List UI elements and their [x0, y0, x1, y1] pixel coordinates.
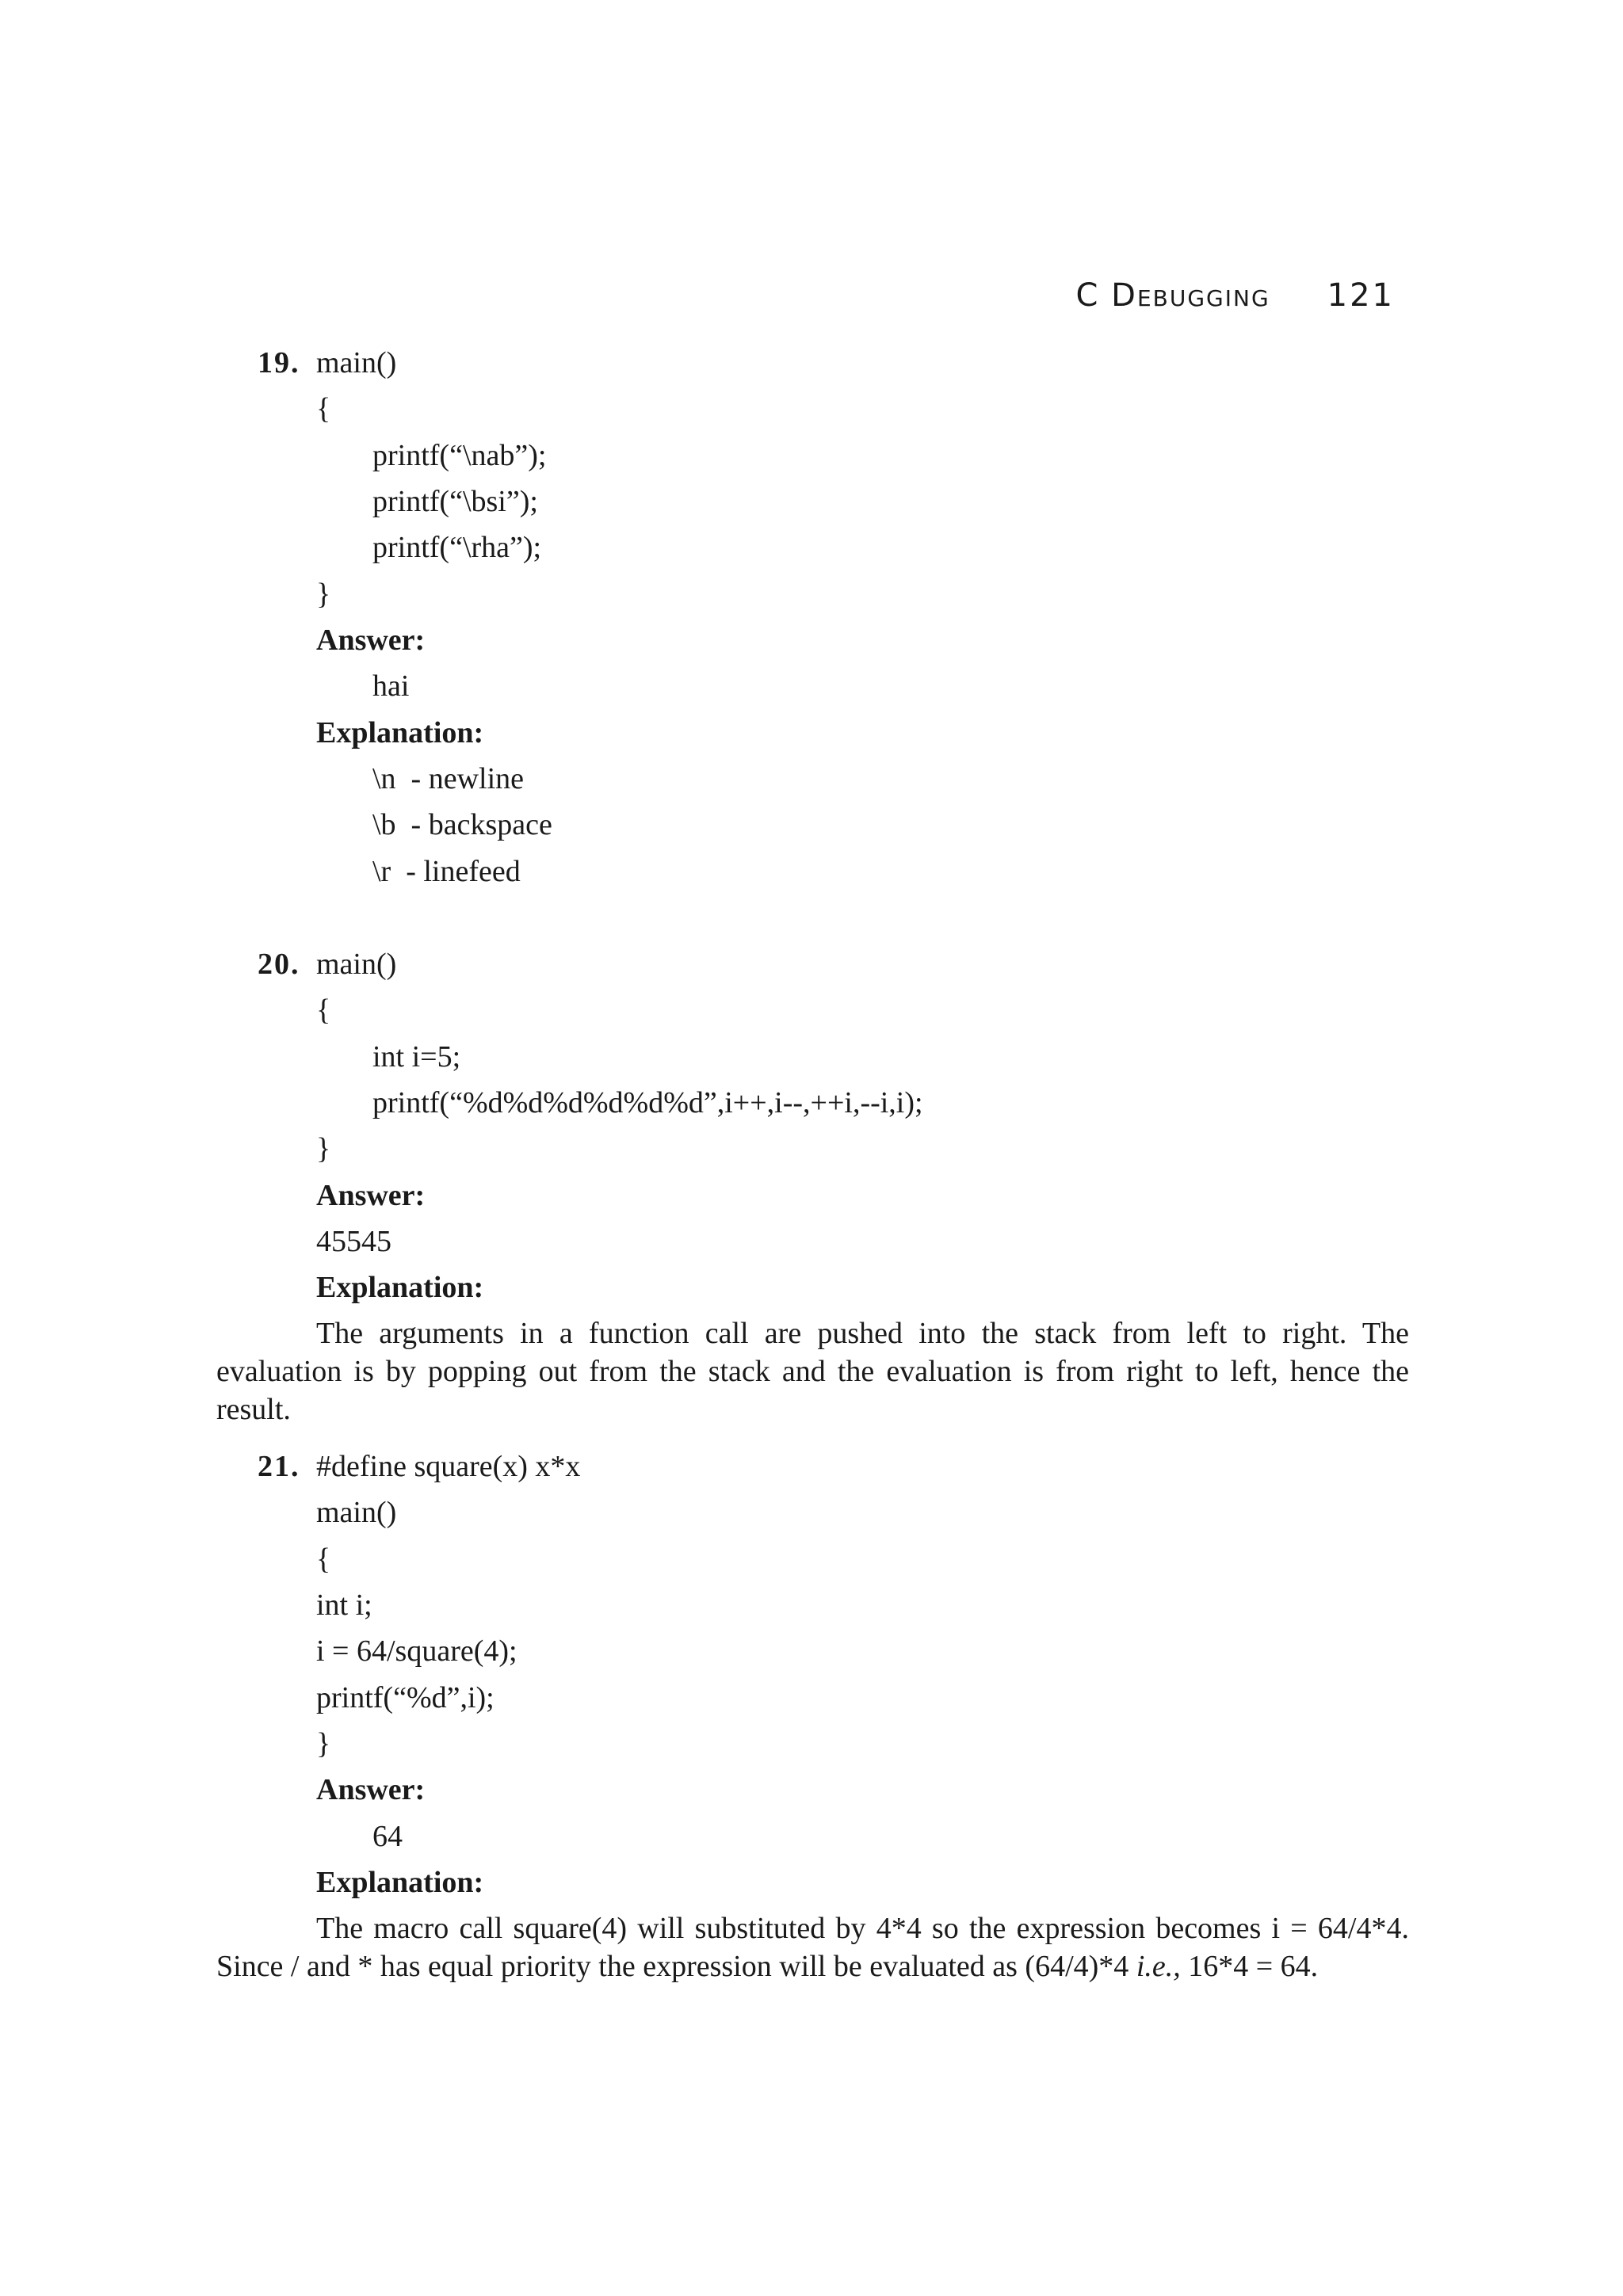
q21-answer: 64	[372, 1820, 403, 1853]
q21-explanation-ie: i.e.,	[1136, 1950, 1181, 1983]
q19-explanation-item: \r - linefeed	[372, 855, 521, 888]
q19-answer-label: Answer:	[316, 624, 426, 657]
q20-open-brace: {	[316, 994, 331, 1027]
q21-close-brace: }	[316, 1727, 331, 1760]
q21-code-line: int i;	[316, 1589, 372, 1622]
q21-code-line: printf(“%d”,i);	[316, 1681, 495, 1714]
q21-explanation-text: The macro call square(4) will substituted by 4*4 so the expression becomes i = 64/4*4.	[316, 1912, 1409, 1945]
q21-answer-label: Answer:	[316, 1773, 426, 1806]
q20-explanation-label: Explanation:	[316, 1271, 484, 1304]
q21-open-brace: {	[316, 1543, 331, 1576]
running-title: C Debugging	[1075, 277, 1270, 314]
q21-code-line: i = 64/square(4);	[316, 1634, 517, 1668]
q19-explanation-item: \b - backspace	[372, 808, 552, 841]
question-number-20: 20.	[258, 948, 300, 981]
q20-answer: 45545	[316, 1225, 391, 1258]
q21-explanation-text: 16*4 = 64.	[1180, 1950, 1319, 1983]
page-number: 121	[1327, 277, 1395, 314]
q21-explanation-label: Explanation:	[316, 1866, 484, 1899]
q19-code-line: printf(“\rha”);	[372, 531, 542, 564]
q21-code-line: #define square(x) x*x	[316, 1450, 581, 1483]
q21-explanation-text: Since / and * has equal priority the expression will be evaluated as (64/4)*4	[216, 1950, 1136, 1983]
q19-explanation-item: \n - newline	[372, 762, 525, 795]
q19-code-line: main()	[316, 346, 397, 379]
q21-code-line: main()	[316, 1496, 397, 1529]
q20-answer-label: Answer:	[316, 1179, 426, 1212]
q19-code-line: printf(“\bsi”);	[372, 485, 538, 518]
q20-explanation-text: The arguments in a function call are pushed into the stack from left to right. The evaluation	[216, 1317, 1409, 1388]
q20-code-line: main()	[316, 948, 397, 981]
page-header	[1076, 277, 1396, 314]
q20-explanation-text: is by popping out from the stack and the evaluation is from right to left, hence the result.	[216, 1355, 1410, 1426]
question-number-19: 19.	[258, 346, 300, 379]
q19-open-brace: {	[316, 392, 331, 425]
q19-answer: hai	[372, 669, 410, 703]
q20-close-brace: }	[316, 1132, 331, 1165]
q21-explanation-paragraph	[216, 1909, 1409, 1985]
q19-code-line: printf(“\nab”);	[372, 439, 547, 472]
q20-code-line: int i=5;	[372, 1040, 461, 1074]
q19-explanation-label: Explanation:	[316, 716, 484, 749]
q20-explanation-paragraph	[216, 1314, 1409, 1428]
q20-code-line: printf(“%d%d%d%d%d%d”,i++,i--,++i,--i,i);	[372, 1086, 923, 1119]
q19-close-brace: }	[316, 578, 331, 611]
question-number-21: 21.	[258, 1450, 300, 1483]
